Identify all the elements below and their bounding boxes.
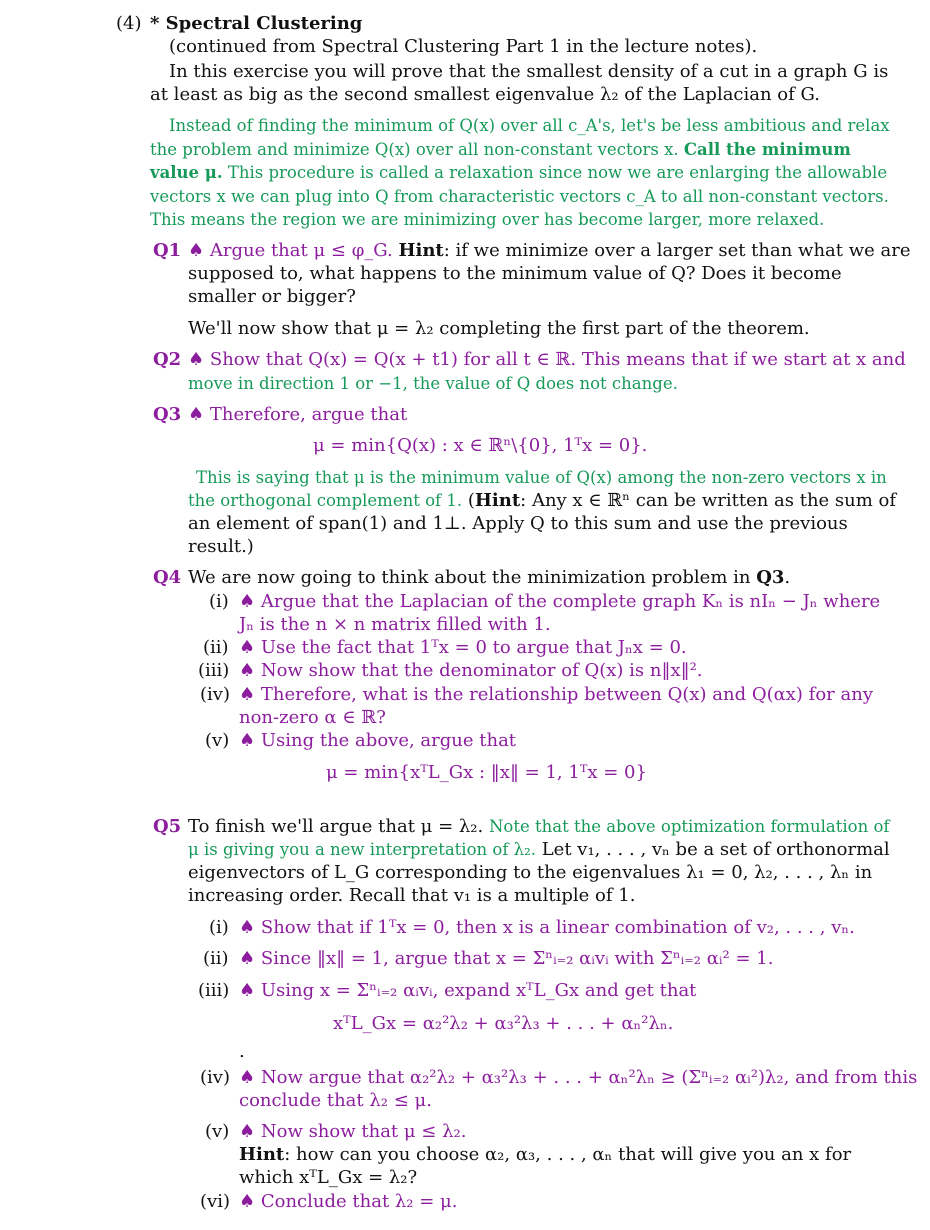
problem-number: (4) [116,13,142,34]
q2-line-1: ♠ Show that Q(x) = Q(x + t1) for all t ∈ ℝ. This means that if we start at x and [188,349,906,370]
relax-line-3b: This procedure is called a relaxation since now we are enlarging the allowable [227,163,888,182]
q3-line-5: result.) [188,536,254,557]
relax-line-2b: Call the minimum [683,140,851,159]
q3-line-4: an element of span(1) and 1⊥. Apply Q to this sum and use the previous [188,513,848,534]
q5-i-text: ♠ Show that if 1ᵀx = 0, then x is a linear combination of v₂, . . . , vₙ. [239,917,855,938]
q4-v-equation: μ = min{xᵀL_Gx : ‖x‖ = 1, 1ᵀx = 0} [326,762,647,783]
q4-ii-text: ♠ Use the fact that 1ᵀx = 0 to argue that Jₙx = 0. [239,637,687,658]
q4-intro-text: We are now going to think about the minimization problem in [188,567,751,588]
q5-text-b1: μ is giving you a new interpretation of λ₂. [188,840,536,859]
q5-ii-label: (ii) [203,948,229,969]
q4-v-text: ♠ Using the above, argue that [239,730,517,751]
q1-hint-label: Hint [398,240,444,261]
q5-line-2 [188,838,890,861]
q5-v-text: ♠ Now show that μ ≤ λ₂. [239,1121,467,1142]
problem-title: * Spectral Clustering [150,13,363,34]
q4-i-label: (i) [209,591,229,612]
q5-text-a1: To finish we'll argue that μ = λ₂. [188,816,484,837]
q3-line-3 [188,489,896,512]
q1-line-3: smaller or bigger? [188,286,356,307]
q1-text-b: : if we minimize over a larger set than what we are [443,240,911,261]
relax-line-3 [150,161,887,184]
q3-text-c2: : Any x ∈ ℝⁿ can be written as the sum of [520,490,897,511]
relax-line-5: This means the region we are minimizing over has become larger, more relaxed. [150,210,825,229]
relax-line-4: vectors x we can plug into Q from characteristic vectors c_A to all non-constant vectors. [150,187,889,206]
q5-text-b2: Let v₁, . . . , vₙ be a set of orthonormal [541,839,890,860]
q4-intro-period: . [784,567,791,588]
q5-line-4: increasing order. Recall that v₁ is a multiple of 1. [188,885,636,906]
q4-iv-line-2: non-zero α ∈ ℝ? [239,707,386,728]
q5-label: Q5 [153,816,182,837]
q4-iv-label: (iv) [200,684,230,705]
q4-iv-line-1: ♠ Therefore, what is the relationship between Q(x) and Q(αx) for any [239,684,873,705]
q5-iii-label: (iii) [198,980,230,1001]
q3-text-c1: the orthogonal complement of 1. [188,491,463,510]
q5-ii-text: ♠ Since ‖x‖ = 1, argue that x = Σⁿᵢ₌₂ αᵢvᵢ with Σⁿᵢ₌₂ αᵢ² = 1. [239,948,774,969]
q5-iii-text: ♠ Using x = Σⁿᵢ₌₂ αᵢvᵢ, expand xᵀL_Gx and get that [239,980,697,1001]
q3-hint-label: Hint [474,490,521,511]
q1-line-1 [188,239,911,262]
q3-paren: ( [467,490,475,511]
relax-line-2a: the problem and minimize Q(x) over all non-constant vectors x. [150,140,679,159]
q5-iv-line-2: conclude that λ₂ ≤ μ. [239,1090,432,1111]
q4-intro-ref: Q3 [756,567,785,588]
q2-label: Q2 [153,349,182,370]
intro-line-2: at least as big as the second smallest eigenvalue λ₂ of the Laplacian of G. [150,84,820,105]
q5-line-3: eigenvectors of L_G corresponding to the eigenvalues λ₁ = 0, λ₂, . . . , λₙ in [188,862,873,883]
q5-v-label: (v) [205,1121,230,1142]
problem-subtitle: (continued from Spectral Clustering Part 1 in the lecture notes). [169,36,758,57]
q4-v-label: (v) [205,730,230,751]
q3-equation: μ = min{Q(x) : x ∈ ℝⁿ\{0}, 1ᵀx = 0}. [313,435,648,456]
q1-followup: We'll now show that μ = λ₂ completing the first part of the theorem. [188,318,810,339]
q2-line-2: move in direction 1 or −1, the value of Q does not change. [188,374,678,393]
q1-line-2: supposed to, what happens to the minimum value of Q? Does it become [188,263,842,284]
q1-label: Q1 [153,240,182,261]
q5-vi-text: ♠ Conclude that λ₂ = μ. [239,1191,458,1212]
q5-iv-line-1: ♠ Now argue that α₂²λ₂ + α₃²λ₃ + . . . + αₙ²λₙ ≥ (Σⁿᵢ₌₂ αᵢ²)λ₂, and from this [239,1067,918,1088]
relax-line-3a: value μ. [150,163,223,182]
q5-dot: . [239,1041,245,1062]
q4-ii-label: (ii) [203,637,229,658]
q1-text-a: ♠ Argue that μ ≤ φ_G. [188,240,393,261]
intro-line-1: In this exercise you will prove that the smallest density of a cut in a graph G is [169,61,889,82]
q4-intro [188,566,790,589]
q4-label: Q4 [153,567,182,588]
q5-text-a2: Note that the above optimization formulation of [488,817,890,836]
q5-v-hint-text: : how can you choose α₂, α₃, . . . , αₙ that will give you an x for [284,1144,852,1165]
q4-i-line-1: ♠ Argue that the Laplacian of the complete graph Kₙ is nIₙ − Jₙ where [239,591,881,612]
q3-line-2: This is saying that μ is the minimum value of Q(x) among the non-zero vectors x in [196,468,887,487]
q4-iii-text: ♠ Now show that the denominator of Q(x) is n‖x‖². [239,660,703,681]
q5-line-1 [188,815,890,838]
q4-i-line-2: Jₙ is the n × n matrix filled with 1. [239,614,551,635]
q5-v-hint-line [239,1143,851,1166]
q3-line-1: ♠ Therefore, argue that [188,404,408,425]
q5-iii-equation: xᵀL_Gx = α₂²λ₂ + α₃²λ₃ + . . . + αₙ²λₙ. [333,1013,674,1034]
q5-iv-label: (iv) [200,1067,230,1088]
q5-i-label: (i) [209,917,229,938]
q4-iii-label: (iii) [198,660,230,681]
relax-line-1: Instead of finding the minimum of Q(x) over all c_A's, let's be less ambitious and relax [169,116,890,135]
relax-line-2 [150,138,851,161]
q5-v-hint-label: Hint [239,1144,285,1165]
q3-label: Q3 [153,404,182,425]
q5-vi-label: (vi) [200,1191,230,1212]
q5-v-hint-line-2: which xᵀL_Gx = λ₂? [239,1167,418,1188]
